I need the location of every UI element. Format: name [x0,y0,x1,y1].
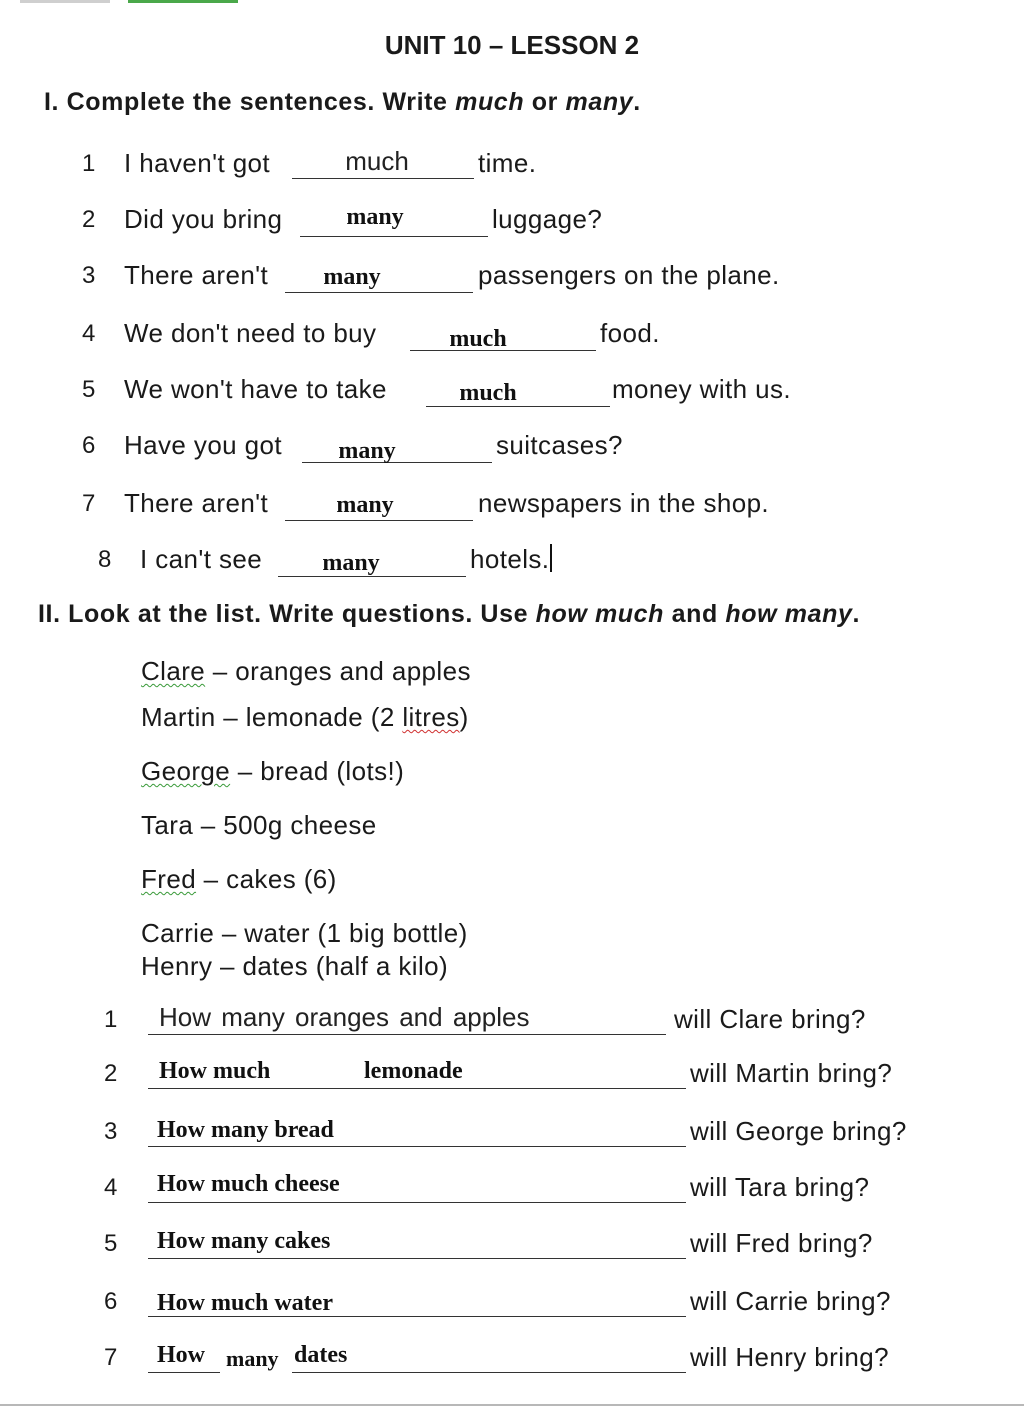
item-number: 8 [98,546,112,573]
list-item: Carrie – water (1 big bottle) [141,918,468,948]
sentence-end: time. [478,148,537,178]
question-end: will George bring? [690,1116,907,1146]
page-title: UNIT 10 – LESSON 2 [384,30,640,60]
top-cropped-strip [0,0,1024,6]
answer-text: How much water [157,1290,333,1316]
question-number: 7 [104,1344,118,1371]
item-number: 6 [82,432,96,459]
section2-heading: II. Look at the list. Write questions. Use how much and how many. [38,600,860,628]
sentence-end: suitcases? [496,430,623,460]
question-end: will Clare bring? [674,1004,866,1034]
list-item: Tara – 500g cheese [141,810,377,840]
answer-text: many [226,1346,279,1371]
answer-text: much [459,380,517,406]
item-number: 3 [82,262,96,289]
question-end: will Fred bring? [690,1228,873,1258]
answer-text: many [323,264,381,290]
answer-text: How [157,1342,205,1368]
answer-text: How many cakes [157,1228,331,1254]
answer-text: How many oranges and apples [159,1002,530,1032]
question-number: 5 [104,1230,118,1257]
sentence-start: There aren't [124,488,269,518]
answer-text: How many bread [157,1117,334,1143]
answer-text: many [322,550,380,576]
list-item: Clare – oranges and apples [141,656,471,686]
question-number: 2 [104,1060,118,1087]
item-number: 7 [82,490,96,517]
item-number: 2 [82,206,96,233]
list-item: George – bread (lots!) [141,756,405,786]
answer-text: How much [159,1058,271,1084]
question-end: will Carrie bring? [690,1286,891,1316]
answer-text: many [336,492,394,518]
answer-text: much [449,326,507,352]
sentence-start: Did you bring [124,204,283,234]
text-cursor [550,544,552,572]
sentence-end: money with us. [612,374,792,404]
question-end: will Tara bring? [690,1172,870,1202]
item-number: 4 [82,320,96,347]
item-number: 5 [82,376,96,403]
question-number: 1 [104,1006,118,1033]
answer-text: How much cheese [157,1171,340,1197]
answer-blank[interactable] [292,1342,686,1373]
answer-text: many [346,204,404,230]
question-number: 3 [104,1118,118,1145]
list-item: Martin – lemonade (2 litres) [141,702,469,732]
section1-heading: I. Complete the sentences. Write much or many. [44,88,641,116]
question-end: will Henry bring? [690,1342,889,1372]
sentence-end: food. [600,318,660,348]
sentence-start: There aren't [124,260,269,290]
page-bottom-divider [0,1404,1024,1406]
answer-text: many [338,438,396,464]
sentence-end: passengers on the plane. [478,260,780,290]
question-number: 4 [104,1174,118,1201]
item-number: 1 [82,150,96,177]
sentence-end: luggage? [492,204,603,234]
sentence-end: hotels. [470,544,552,575]
sentence-start: I can't see [140,544,263,574]
sentence-start: We don't need to buy [124,318,377,348]
list-item: Fred – cakes (6) [141,864,337,894]
sentence-start: We won't have to take [124,374,387,404]
sentence-start: I haven't got [124,148,271,178]
list-item: Henry – dates (half a kilo) [141,951,449,981]
answer-text: much [345,146,409,176]
answer-text: lemonade [364,1058,463,1084]
question-end: will Martin bring? [690,1058,893,1088]
answer-text: dates [294,1342,348,1368]
sentence-end: newspapers in the shop. [478,488,770,518]
sentence-start: Have you got [124,430,283,460]
question-number: 6 [104,1288,118,1315]
